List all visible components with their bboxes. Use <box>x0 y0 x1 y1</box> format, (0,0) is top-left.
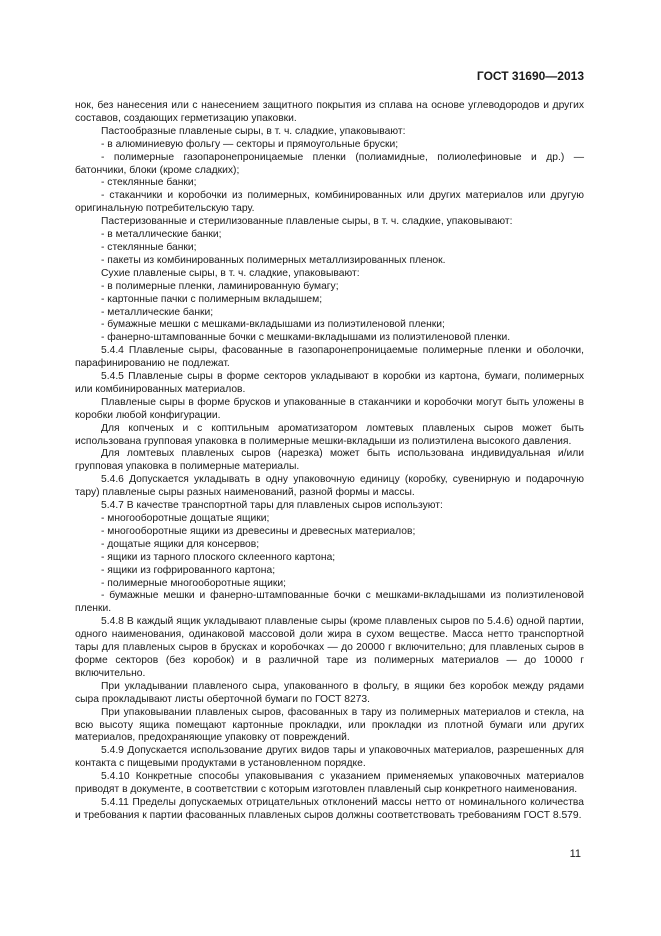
paragraph: 5.4.6 Допускается укладывать в одну упаковочную единицу (коробку, сувенирную и подарочную тару) плавленые сыры разных наименований, разной формы и массы. <box>75 474 584 499</box>
paragraph: 5.4.8 В каждый ящик укладывают плавленые сыры (кроме плавленых сыров по 5.4.6) одной партии, одного наименования, одинаковой массовой доли жира в сухом веществе. Масса нетто транспортной тары для плавленых сыров в брусках и коробочках — до 20000 г включительно; для плавленых сыров в форме секторов (без коробок) и в различной таре из полимерных материалов — до 10000 г включительно. <box>75 616 584 679</box>
standard-code: ГОСТ 31690—2013 <box>476 69 584 83</box>
paragraph: - в алюминиевую фольгу — секторы и прямоугольные бруски; <box>101 138 399 150</box>
paragraph: Пастообразные плавленые сыры, в т. ч. сладкие, упаковывают: <box>101 125 406 137</box>
paragraph: - в полимерные пленки, ламинированную бумагу; <box>101 280 339 292</box>
paragraph: - фанерно-штампованные бочки с мешками-вкладышами из полиэтиленовой пленки. <box>101 332 511 344</box>
paragraph: 5.4.11 Пределы допускаемых отрицательных отклонений массы нетто от номинального количества и требования к партии фасованных плавленых сыров должны соответствовать требованиям ГОСТ 8.579. <box>75 796 584 821</box>
paragraph: - стаканчики и коробочки из полимерных, комбинированных или других материалов или другую оригинальную потребительскую тару. <box>75 190 584 215</box>
paragraph: 5.4.10 Конкретные способы упаковывания с указанием применяемых упаковочных материалов приводят в документе, в соответствии с которым изготовлен плавленый сыр конкретного наименования. <box>75 771 584 796</box>
paragraph: - пакеты из комбинированных полимерных металлизированных пленок. <box>101 254 446 266</box>
paragraph: - многооборотные дощатые ящики; <box>101 513 270 524</box>
paragraph: - ящики из гофрированного картона; <box>101 564 276 576</box>
paragraph: - в металлические банки; <box>101 229 222 241</box>
paragraph: - металлические банки; <box>101 306 214 318</box>
body-text <box>75 100 584 823</box>
paragraph: Плавленые сыры в форме брусков и упакованные в стаканчики и коробочки могут быть уложены в коробки любой конфигурации. <box>75 396 584 421</box>
paragraph: Сухие плавленые сыры, в т. ч. сладкие, упаковывают: <box>101 267 360 279</box>
paragraph: - дощатые ящики для консервов; <box>101 538 260 550</box>
paragraph: Пастеризованные и стерилизованные плавленые сыры, в т. ч. сладкие, упаковывают: <box>101 216 513 228</box>
paragraph: - многооборотные ящики из древесины и древесных материалов; <box>101 525 416 537</box>
paragraph: - стеклянные банки; <box>101 177 197 189</box>
paragraph: Для ломтевых плавленых сыров (нарезка) может быть использована индивидуальная и/или групповая упаковка в полимерные материалы. <box>75 448 584 473</box>
paragraph: - бумажные мешки и фанерно-штампованные бочки с мешками-вкладышами из полиэтиленовой пленки. <box>75 590 584 615</box>
paragraph: - стеклянные банки; <box>101 241 197 253</box>
paragraph: - бумажные мешки с мешками-вкладышами из полиэтиленовой пленки; <box>101 319 445 331</box>
paragraph: - ящики из тарного плоского склеенного картона; <box>101 551 336 563</box>
paragraph: 5.4.4 Плавленые сыры, фасованные в газопаронепроницаемые полимерные пленки и оболочки, парафинированию не подлежат. <box>75 345 584 370</box>
paragraph: - картонные пачки с полимерным вкладышем; <box>101 293 323 305</box>
paragraph: 5.4.7 В качестве транспортной тары для плавленых сыров используют: <box>101 500 443 512</box>
paragraph: - полимерные газопаронепроницаемые пленки (полиамидные, полиолефиновые и др.) — батончики, блоки (кроме сладких); <box>75 151 584 176</box>
paragraph: При укладывании плавленого сыра, упакованного в фольгу, в ящики без коробок между рядами сыра прокладывают листы оберточной бумаги по ГОСТ 8273. <box>75 680 584 705</box>
paragraph: При упаковывании плавленых сыров, фасованных в тару из полимерных материалов и стекла, на всю высоту ящика помещают картонные прокладки, или прокладки из плотной бумаги или других материалов, предохраняющие упаковку от повреждений. <box>75 706 584 744</box>
paragraph: нок, без нанесения или с нанесением защитного покрытия из сплава на основе углеводородов и других составов, создающих герметизацию упаковки. <box>75 100 584 124</box>
paragraph: 5.4.9 Допускается использование других видов тары и упаковочных материалов, разрешенных для контакта с пищевыми продуктами в установленном порядке. <box>75 745 584 770</box>
page-number: 11 <box>569 848 581 860</box>
paragraph: Для копченых и с коптильным ароматизатором ломтевых плавленых сыров может быть использована групповая упаковка в полимерные мешки-вкладыши из полиэтилена высокого давления. <box>75 422 584 447</box>
paragraph: - полимерные многооборотные ящики; <box>101 577 286 589</box>
paragraph: 5.4.5 Плавленые сыры в форме секторов укладывают в коробки из картона, бумаги, полимерных или комбинированных материалов. <box>75 371 584 395</box>
